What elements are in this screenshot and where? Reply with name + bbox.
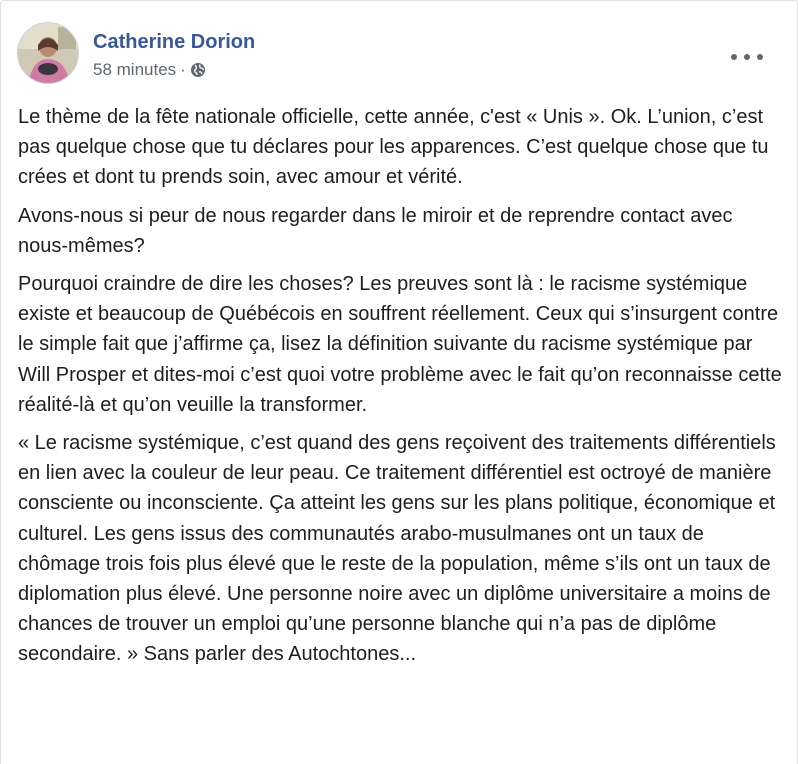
post-meta — [93, 60, 206, 80]
post-timestamp-link[interactable]: 58 minutes — [93, 60, 177, 79]
post-paragraph: Pourquoi craindre de dire les choses? Les preuves sont là : le racisme systémique existe et beaucoup de Québécois en souffrent réellement. Ceux qui s’insurgent contre le simple fait que j’affirme ça, lisez la définition suivante du racisme systémique par Will Prosper et dites-moi c’est quoi votre problème avec le fait qu’on reconnaisse cette réalité-là et qu’on veuille la transformer. — [18, 273, 782, 416]
avatar-photo-icon — [18, 23, 79, 84]
more-dot — [744, 54, 750, 60]
more-dot — [757, 54, 763, 60]
post-header — [17, 22, 777, 86]
post-paragraph: Le thème de la fête nationale officielle, cette année, c'est « Unis ». Ok. L’union, c’est pas quelque chose que tu déclares pour les apparences. C’est quelque chose que tu crées et dont tu prends soin, avec amour et vérité. — [18, 106, 769, 189]
author-avatar[interactable] — [17, 22, 79, 84]
post-body — [18, 102, 788, 678]
globe-icon[interactable] — [190, 62, 206, 78]
post-paragraph: « Le racisme systémique, c’est quand des gens reçoivent des traitements différentiels en lien avec la couleur de leur peau. Ce traitement différentiel est octroyé de manière consciente ou inconsciente. Ça atteint les gens sur les plans politique, économique et culturel. Les gens issus des communautés arabo-musulmanes ont un taux de chômage trois fois plus élevé que le reste de la population, même s’ils ont un taux de diplomation plus élevé. Une personne noire avec un diplôme universitaire a moins de chances de trouver un emploi qu’une personne blanche qui n’a pas de diplôme secondaire. » Sans parler des Autochtones... — [18, 432, 776, 666]
meta-separator: · — [180, 60, 186, 79]
more-dot — [731, 54, 737, 60]
post-paragraph: Avons-nous si peur de nous regarder dans le miroir et de reprendre contact avec nous-mêmes? — [18, 204, 733, 257]
author-name-link[interactable]: Catherine Dorion — [93, 31, 256, 53]
more-options-icon[interactable] — [731, 50, 763, 64]
